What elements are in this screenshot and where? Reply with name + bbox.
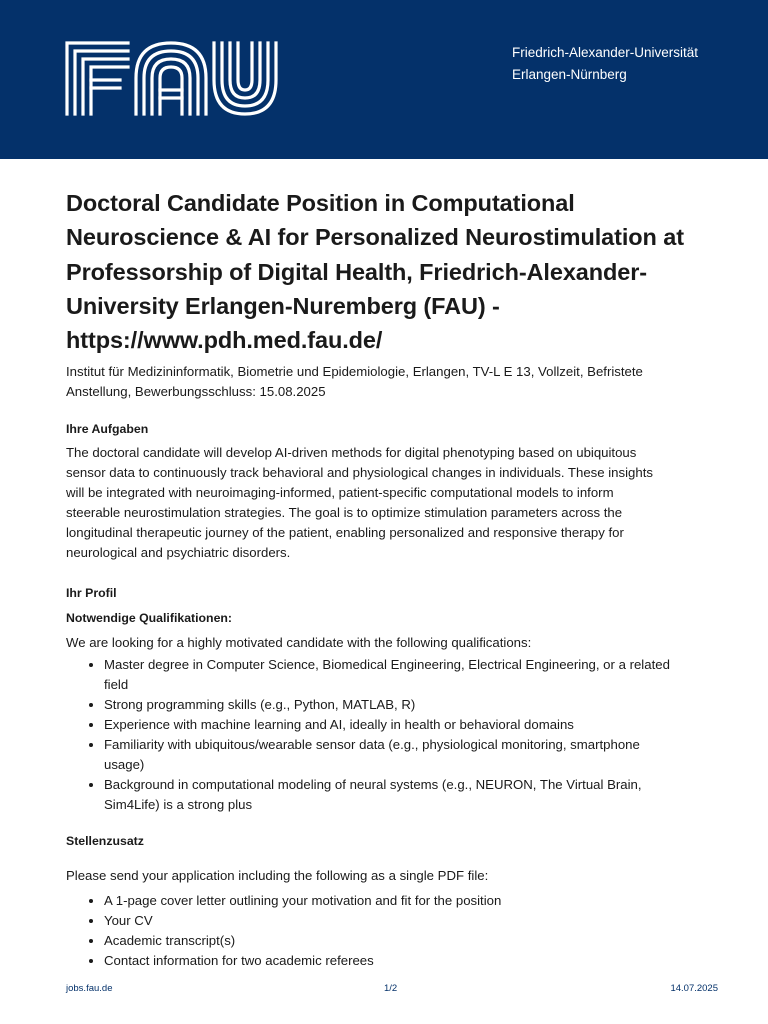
tasks-text — [66, 443, 726, 563]
item-line: usage) — [104, 757, 145, 773]
position-meta — [66, 362, 726, 402]
title-line: https://www.pdh.med.fau.de/ — [66, 327, 383, 354]
tasks-heading: Ihre Aufgaben — [66, 422, 149, 437]
profile-heading: Ihr Profil — [66, 586, 117, 601]
footer-date: 14.07.2025 — [670, 983, 718, 994]
list-item — [104, 655, 726, 695]
additional-intro: Please send your application including the following as a single PDF file: — [66, 868, 489, 884]
text-line: sensor data to continuously track behavioral and physiological changes in individuals. These insights — [66, 465, 653, 481]
list-item — [104, 775, 726, 815]
text-line: The doctoral candidate will develop AI-driven methods for digital phenotyping based on ubiquitous — [66, 445, 637, 461]
university-line-1: Friedrich-Alexander-Universität — [512, 45, 699, 60]
title-line: Neuroscience & AI for Personalized Neurostimulation at — [66, 224, 684, 251]
list-item: • Academic transcript(s) — [104, 931, 726, 951]
text-line: will be integrated with neuroimaging-informed, patient-specific computational models to inform — [66, 485, 614, 501]
title-line: Professorship of Digital Health, Friedrich-Alexander- — [66, 258, 648, 285]
title-line: Doctoral Candidate Position in Computational — [66, 190, 575, 216]
item-line: Strong programming skills (e.g., Python, MATLAB, R) — [104, 697, 416, 713]
qualifications-list — [66, 655, 726, 815]
profile-subheading: Notwendige Qualifikationen: — [66, 611, 233, 626]
footer-site-link[interactable]: jobs.fau.de — [66, 983, 113, 994]
list-item — [104, 735, 726, 775]
list-item: • A 1-page cover letter outlining your motivation and fit for the position — [104, 891, 726, 911]
job-posting — [66, 186, 726, 971]
list-item — [104, 695, 726, 715]
item-line: • Background in computational modeling of neural systems (e.g., NEURON, The Virtual Brain, — [104, 777, 642, 793]
item-line: Sim4Life) is a strong plus — [104, 797, 253, 813]
text-line: steerable neurostimulation strategies. The goal is to optimize stimulation parameters across the — [66, 505, 623, 521]
additional-heading: Stellenzusatz — [66, 834, 144, 849]
text-line: neurological and psychiatric disorders. — [66, 545, 291, 561]
documents-list — [66, 891, 726, 971]
profile-intro: We are looking for a highly motivated candidate with the following qualifications: — [66, 635, 532, 651]
list-item: • Contact information for two academic referees — [104, 951, 726, 971]
text-line: longitudinal therapeutic journey of the patient, enabling personalized and responsive therapy for — [66, 525, 624, 541]
university-name — [512, 42, 698, 86]
page-title — [66, 186, 726, 357]
tasks-section — [66, 419, 726, 563]
list-item: • Your CV — [104, 911, 726, 931]
title-line: University Erlangen-Nuremberg (FAU) - — [66, 292, 500, 319]
page-header — [0, 0, 768, 159]
page-footer — [66, 983, 718, 997]
page-number: 1/2 — [384, 983, 398, 994]
item-line: field — [104, 677, 129, 693]
additional-section — [66, 831, 726, 971]
university-line-2: Erlangen-Nürnberg — [512, 67, 627, 82]
item-line: Experience with machine learning and AI, ideally in health or behavioral domains — [104, 717, 574, 733]
meta-line: Institut für Medizininformatik, Biometrie und Epidemiologie, Erlangen, TV-L E 13, Vollzeit, Befristete — [66, 364, 643, 380]
meta-line: Anstellung, Bewerbungsschluss: 15.08.2025 — [66, 384, 326, 400]
list-item — [104, 715, 726, 735]
profile-section — [66, 583, 726, 815]
item-line: • Familiarity with ubiquitous/wearable sensor data (e.g., physiological monitoring, smartphone — [104, 737, 640, 753]
item-line: • Master degree in Computer Science, Biomedical Engineering, Electrical Engineering, or a related — [104, 657, 670, 673]
fau-logo — [64, 40, 280, 116]
